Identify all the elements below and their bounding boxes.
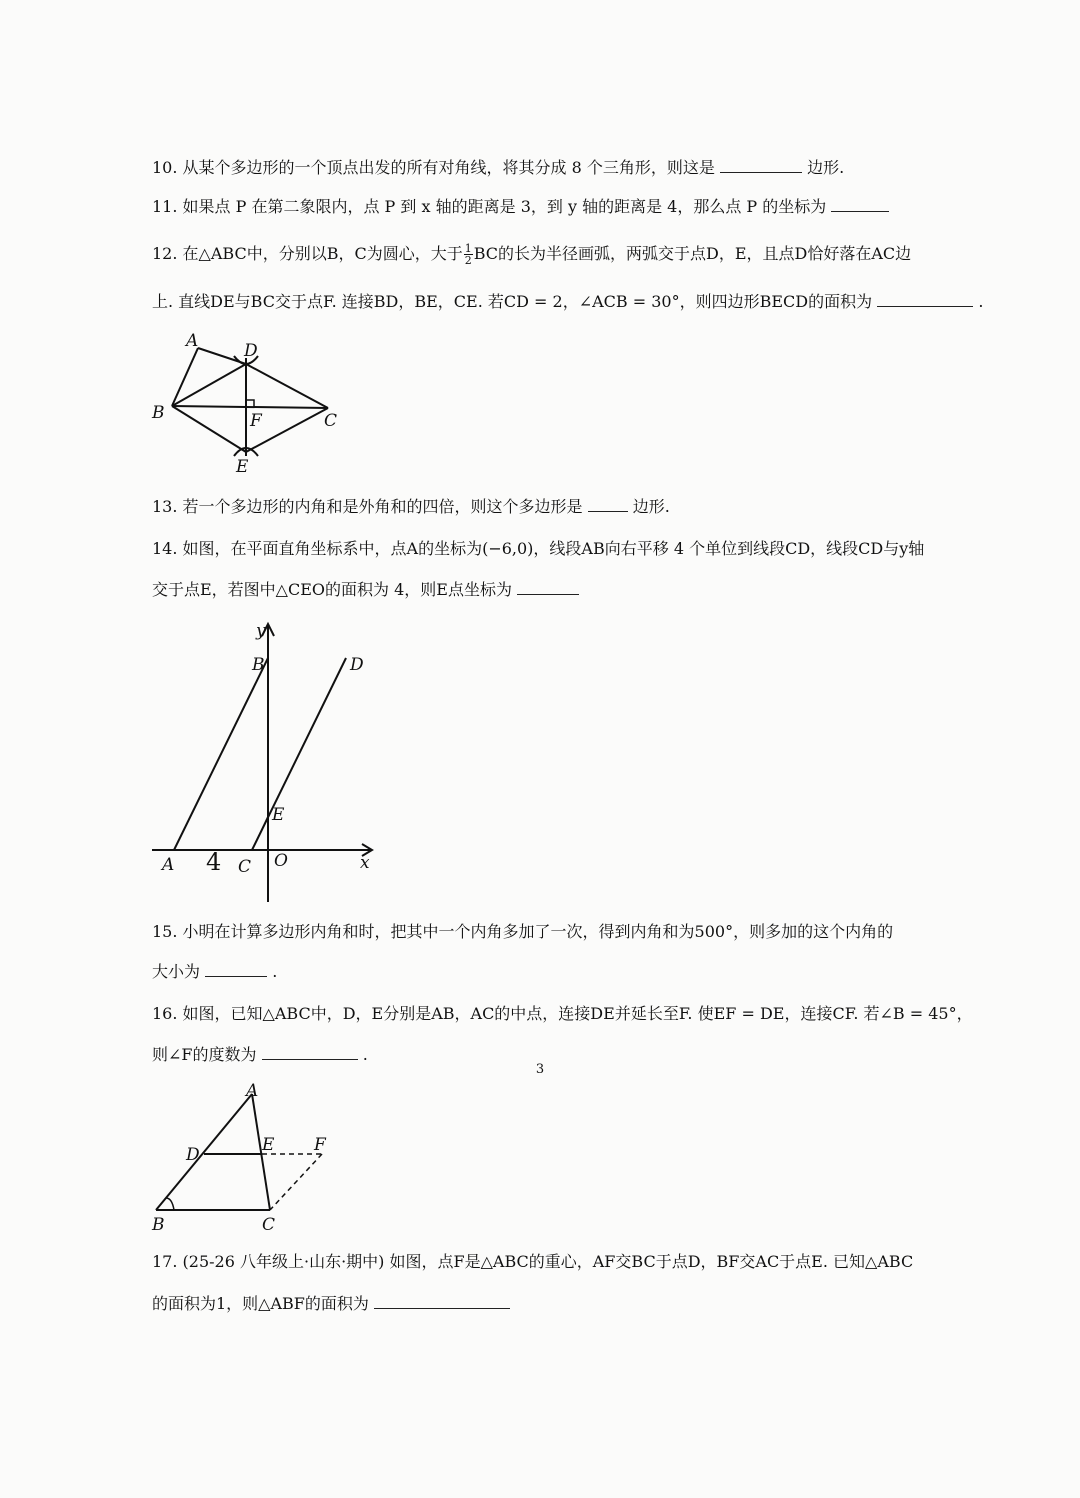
q13-tail: 边形.: [632, 497, 670, 516]
segment-be: [172, 406, 246, 452]
figure-12-rhombus: [148, 328, 358, 478]
segment-ab: [156, 1094, 252, 1210]
q16-answer-blank[interactable]: [262, 1043, 358, 1060]
fig14-label-d: D: [350, 655, 364, 675]
fig16-label-e: E: [262, 1135, 275, 1155]
triangle-ceo-edge: [252, 816, 268, 850]
fig12-label-d: D: [244, 341, 258, 361]
figure-16-triangle: [148, 1080, 348, 1240]
question-15-line1: [152, 920, 893, 944]
q12-text-a: 12. 在△ABC中，分别以B，C为圆心，大于: [152, 244, 463, 263]
fig16-label-d: D: [186, 1145, 200, 1165]
fig14-label-y: y: [256, 621, 266, 641]
fig14-label-x: x: [360, 853, 370, 873]
q14-answer-blank[interactable]: [517, 578, 579, 595]
q15-text-b: 大小为: [152, 962, 201, 981]
fig14-label-e: E: [272, 805, 285, 825]
q13-answer-blank[interactable]: [588, 495, 628, 512]
fig16-label-a: A: [246, 1081, 259, 1101]
q10-text: 10. 从某个多边形的一个顶点出发的所有对角线，将其分成 8 个三角形，则这是: [152, 158, 715, 177]
question-12-line2: [152, 290, 983, 314]
angle-b-arc: [166, 1198, 174, 1210]
q16-tail: .: [362, 1045, 368, 1064]
q15-tail: .: [272, 962, 278, 981]
q17-answer-blank[interactable]: [374, 1292, 510, 1309]
question-17-line2: [152, 1292, 510, 1316]
fig16-label-b: B: [152, 1215, 165, 1235]
question-15-line2: [152, 960, 277, 984]
q13-text: 13. 若一个多边形的内角和是外角和的四倍，则这个多边形是: [152, 497, 583, 516]
question-10: [152, 156, 844, 180]
q15-text-a: 15. 小明在计算多边形内角和时，把其中一个内角多加了一次，得到内角和为500°，则多加的这个内角的: [152, 922, 894, 941]
fig12-label-b: B: [152, 403, 165, 423]
fraction-numerator: 1: [464, 242, 472, 255]
q16-text-a: 16. 如图，已知△ABC中，D，E分别是AB，AC的中点，连接DE并延长至F. 使EF = DE，连接CF. 若∠B = 45°，: [152, 1004, 973, 1023]
question-14-line2: [152, 578, 579, 602]
fraction-denominator: 2: [464, 254, 472, 267]
fig12-label-e: E: [236, 457, 249, 477]
fig14-label-c: C: [238, 857, 252, 877]
q15-answer-blank[interactable]: [205, 960, 267, 977]
figure-14-coordinate-plane: [148, 616, 384, 906]
segment-ab: [174, 658, 268, 850]
q12-tail: .: [978, 292, 984, 311]
fig14-label-b: B: [252, 655, 265, 675]
q11-text: 11. 如果点 P 在第二象限内，点 P 到 x 轴的距离是 3，到 y 轴的距离是 4，那么点 P 的坐标为: [152, 197, 827, 216]
fig16-label-f: F: [314, 1135, 326, 1155]
question-12-line1: [152, 242, 911, 266]
q12-answer-blank[interactable]: [877, 290, 973, 307]
fig12-label-f: F: [250, 411, 262, 431]
segment-cf: [270, 1154, 322, 1210]
fig14-handwritten-mark: 4: [206, 848, 222, 876]
fig14-label-a: A: [162, 855, 175, 875]
question-13: [152, 495, 670, 519]
segment-dc: [246, 364, 328, 408]
q10-tail: 边形.: [807, 158, 845, 177]
segment-bd: [172, 364, 246, 406]
q16-text-b: 则∠F的度数为: [152, 1045, 257, 1064]
fig12-label-c: C: [324, 411, 338, 431]
q14-text-a: 14. 如图，在平面直角坐标系中，点A的坐标为(−6,0)，线段AB向右平移 4 个单位到线段CD，线段CD与y轴: [152, 539, 925, 558]
fig14-label-o: O: [274, 851, 288, 871]
fig16-label-c: C: [262, 1215, 276, 1235]
q12-text-b: BC的长为半径画弧，两弧交于点D，E，且点D恰好落在AC边: [473, 244, 912, 263]
q11-answer-blank[interactable]: [831, 195, 889, 212]
segment-ab: [172, 348, 198, 406]
segment-bc: [172, 406, 328, 408]
q10-answer-blank[interactable]: [720, 156, 802, 173]
question-17-line1: [152, 1250, 913, 1274]
question-14-line1: [152, 537, 924, 561]
q12-fraction: [464, 243, 473, 266]
q12-text-c: 上. 直线DE与BC交于点F. 连接BD，BE，CE. 若CD = 2，∠ACB = 30°，则四边形BECD的面积为: [152, 292, 873, 311]
q14-text-b: 交于点E，若图中△CEO的面积为 4，则E点坐标为: [152, 580, 512, 599]
q17-text-b: 的面积为1，则△ABF的面积为: [152, 1294, 369, 1313]
question-16-line1: [152, 1002, 973, 1026]
page-number: 3: [535, 1062, 545, 1077]
question-11: [152, 195, 889, 219]
q17-text-a: 17. (25-26 八年级上·山东·期中) 如图，点F是△ABC的重心，AF交BC于点D，BF交AC于点E. 已知△ABC: [152, 1252, 914, 1271]
fig12-label-a: A: [186, 331, 199, 351]
